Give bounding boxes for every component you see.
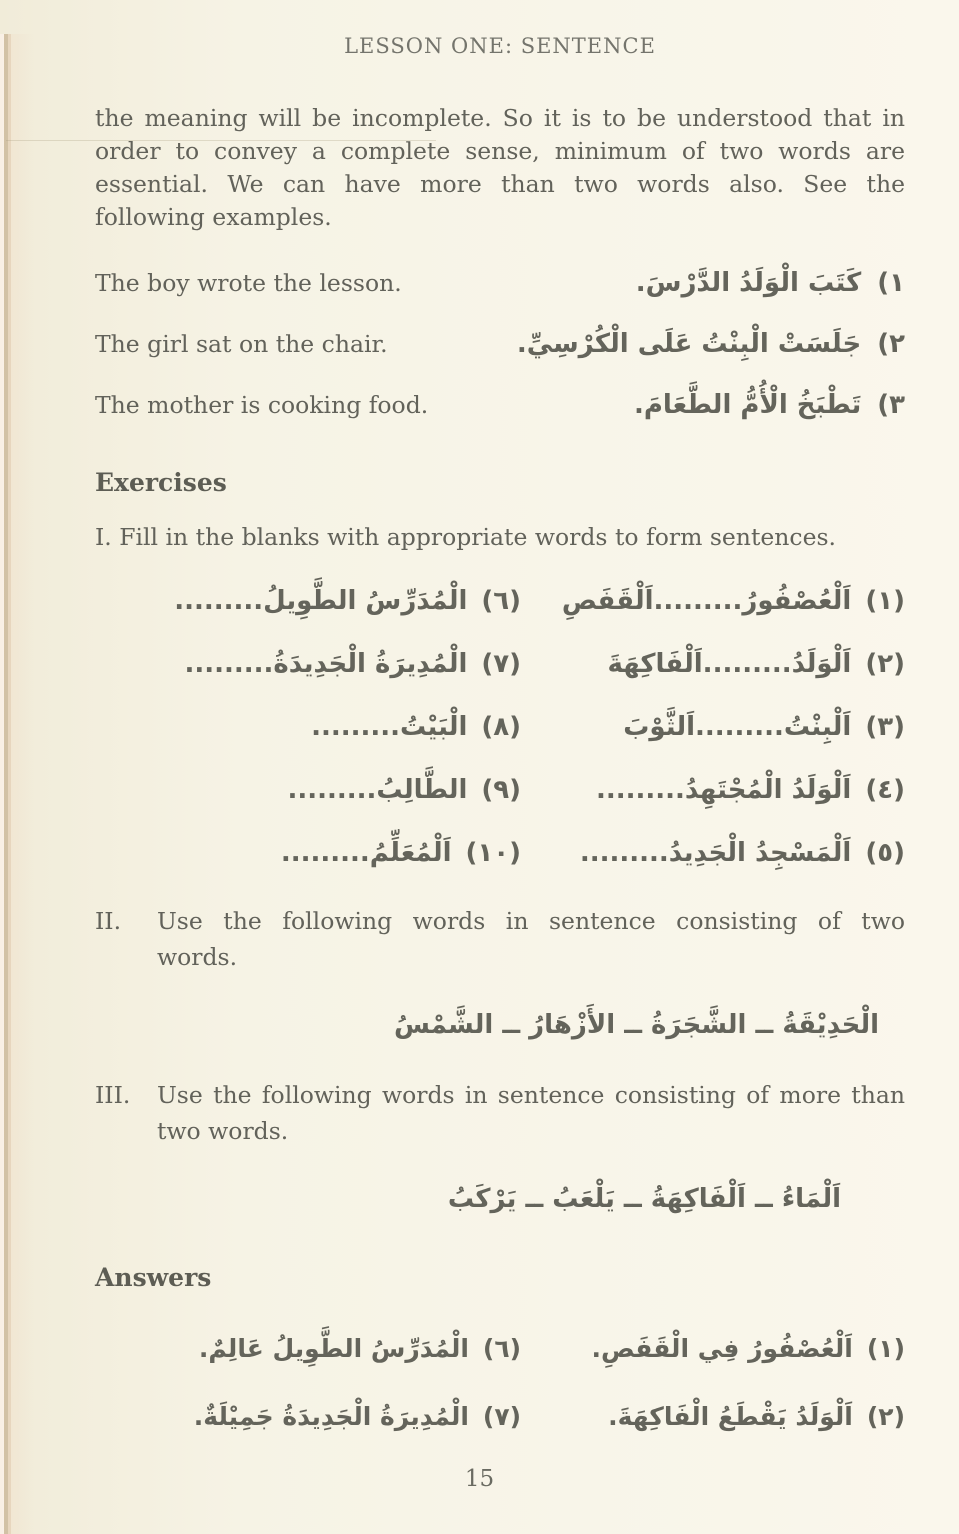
exercise-iii-word-bank: اَلْمَاءُ ــ اَلْفَاكِهَةُ ــ يَلْعَبُ ــ يَرْكَبُ bbox=[447, 1184, 841, 1214]
exercise-item bbox=[521, 768, 905, 812]
instruction-line: Use the following words in sentence consisting of two bbox=[157, 907, 905, 935]
example-number-arabic: ٣) bbox=[877, 390, 905, 420]
answer-row bbox=[95, 1326, 905, 1372]
example-english: The mother is cooking food. bbox=[95, 391, 429, 419]
answer-arabic-text: الْمُدَرِّسُ الطَّوِيلُ عَالِمٌ. bbox=[198, 1334, 469, 1363]
example-arabic-text: جَلَسَتْ الْبِنْتُ عَلَى الْكُرْسِيِّ. bbox=[516, 329, 862, 359]
intro-paragraph bbox=[95, 102, 905, 234]
item-number-arabic: (٢) bbox=[865, 649, 905, 679]
answer-arabic-text: اَلْوَلَدُ يَقْطَعُ الْفَاكِهَةَ. bbox=[608, 1402, 853, 1431]
instruction-line: words. bbox=[157, 943, 238, 971]
example-number-arabic: ١) bbox=[877, 268, 905, 298]
exercise-grid-row bbox=[95, 579, 905, 623]
item-arabic-text: الْمُدِيرَةُ الْجَدِيدَةُ......... bbox=[184, 649, 468, 679]
item-number-arabic: (٥) bbox=[865, 838, 905, 868]
example-arabic-text: كَتَبَ الْوَلَدُ الدَّرْسَ. bbox=[635, 268, 862, 298]
section-text bbox=[157, 903, 905, 975]
exercise-item bbox=[95, 642, 521, 686]
answer-arabic-text: الْمُدِيرَةُ الْجَدِيدَةُ جَمِيْلَةٌ. bbox=[193, 1402, 469, 1431]
item-number-arabic: (٤) bbox=[865, 775, 905, 805]
item-arabic-text: الطَّالِبُ......... bbox=[287, 775, 468, 805]
example-row bbox=[95, 260, 905, 306]
item-arabic-text: الْبَيْتُ......... bbox=[311, 712, 468, 742]
answer-row bbox=[95, 1394, 905, 1440]
example-row bbox=[95, 382, 905, 428]
example-arabic bbox=[634, 382, 905, 428]
exercise-i-instruction: I. Fill in the blanks with appropriate words to form sentences. bbox=[95, 523, 837, 551]
lesson-title: LESSON ONE: SENTENCE bbox=[344, 34, 656, 58]
intro-line: the meaning will be incomplete. So it is to be understood that in bbox=[95, 104, 905, 132]
example-row bbox=[95, 321, 905, 367]
example-english: The boy wrote the lesson. bbox=[95, 269, 402, 297]
example-number-arabic: ٢) bbox=[877, 329, 905, 359]
exercise-item bbox=[521, 642, 905, 686]
item-number-arabic: (٧) bbox=[482, 1402, 522, 1431]
item-arabic-text: اَلْوَلَدُ.........اَلْفَاكِهَةَ bbox=[607, 649, 852, 679]
item-arabic-text: الْمُدَرِّسُ الطَّوِيلُ......... bbox=[174, 586, 468, 616]
answers-heading: Answers bbox=[95, 1263, 212, 1292]
exercise-grid-row bbox=[95, 831, 905, 875]
exercise-item bbox=[95, 768, 521, 812]
exercise-item bbox=[521, 831, 905, 875]
example-english: The girl sat on the chair. bbox=[95, 330, 388, 358]
item-number-arabic: (٩) bbox=[481, 775, 522, 805]
item-arabic-text: اَلْوَلَدُ الْمُجْتَهِدُ......... bbox=[596, 775, 852, 805]
section-text bbox=[157, 1077, 905, 1149]
exercises-heading: Exercises bbox=[95, 468, 227, 497]
answer-item bbox=[521, 1394, 905, 1440]
exercise-grid-row bbox=[95, 768, 905, 812]
page-number: 15 bbox=[464, 1466, 495, 1492]
instruction-line: Use the following words in sentence consisting of more than bbox=[157, 1081, 905, 1109]
item-number-arabic: (١٠) bbox=[465, 838, 522, 868]
example-arabic-text: تَطْبَخُ الْأُمُّ الطَّعَامَ. bbox=[633, 390, 862, 420]
example-arabic bbox=[517, 321, 905, 367]
item-number-arabic: (٣) bbox=[865, 712, 905, 742]
exercise-i-grid bbox=[95, 579, 905, 875]
section-label: II. bbox=[95, 907, 122, 935]
exercise-grid-row bbox=[95, 705, 905, 749]
item-arabic-text: اَلْعُصْفُورُ.........اَلْقَفَصِ bbox=[561, 586, 852, 616]
exercise-item bbox=[95, 831, 521, 875]
exercise-item bbox=[521, 705, 905, 749]
item-arabic-text: اَلْمُعَلِّمُ......... bbox=[280, 838, 452, 868]
answer-item bbox=[521, 1326, 905, 1372]
exercise-grid-row bbox=[95, 642, 905, 686]
item-number-arabic: (٧) bbox=[481, 649, 522, 679]
item-number-arabic: (٦) bbox=[481, 586, 522, 616]
intro-line: following examples. bbox=[95, 203, 332, 231]
item-number-arabic: (٦) bbox=[482, 1334, 522, 1363]
answer-item bbox=[95, 1326, 521, 1372]
answer-item bbox=[95, 1394, 521, 1440]
exercise-iii-instruction bbox=[95, 1077, 905, 1149]
exercise-ii-instruction bbox=[95, 903, 905, 975]
intro-line: order to convey a complete sense, minimum of two words are bbox=[95, 137, 905, 165]
item-number-arabic: (١) bbox=[865, 586, 905, 616]
section-label: III. bbox=[95, 1081, 131, 1109]
exercise-item bbox=[95, 705, 521, 749]
example-arabic bbox=[636, 260, 905, 306]
intro-line: essential. We can have more than two words also. See the bbox=[95, 170, 905, 198]
item-number-arabic: (٨) bbox=[481, 712, 522, 742]
page-content bbox=[0, 34, 959, 1440]
instruction-line: two words. bbox=[157, 1117, 289, 1145]
item-number-arabic: (١) bbox=[866, 1334, 905, 1363]
item-arabic-text: اَلْبِنْتُ.........اَلثَّوْبَ bbox=[623, 712, 852, 742]
item-number-arabic: (٢) bbox=[866, 1402, 905, 1431]
exercise-item bbox=[521, 579, 905, 623]
examples-list bbox=[95, 260, 905, 428]
exercise-item bbox=[95, 579, 521, 623]
answer-arabic-text: اَلْعُصْفُورُ فِي الْقَفَصِ. bbox=[591, 1334, 853, 1363]
item-arabic-text: اَلْمَسْجِدُ الْجَدِيدُ......... bbox=[579, 838, 852, 868]
answers-grid bbox=[95, 1326, 905, 1440]
exercise-ii-word-bank: الْحَدِيْقَةُ ــ الشَّجَرَةُ ــ الأَزْهَارُ ــ الشَّمْسُ bbox=[393, 1010, 879, 1040]
